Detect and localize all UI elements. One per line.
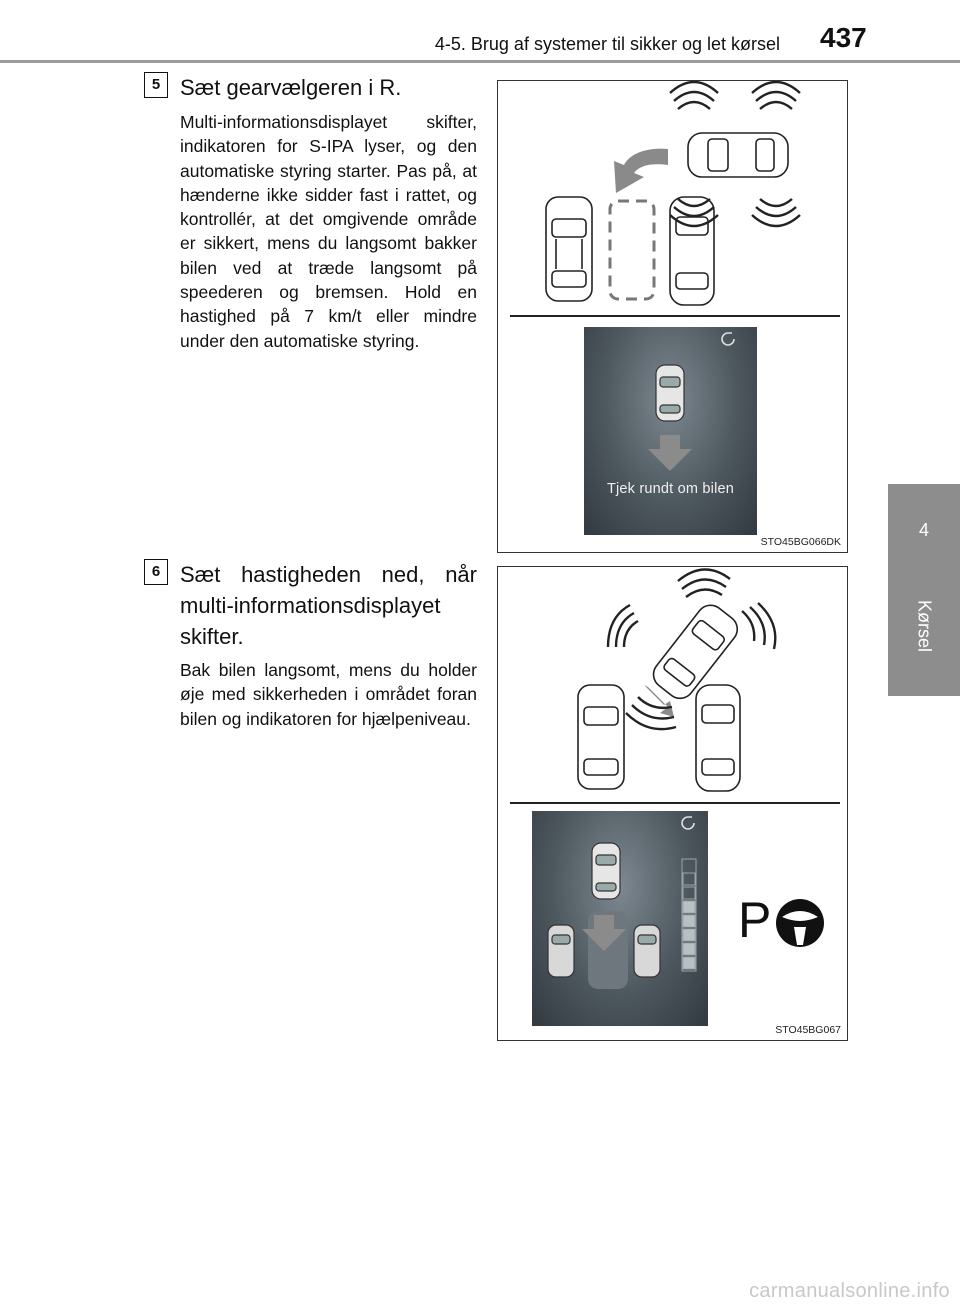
parked-car-icon [696, 685, 740, 791]
moving-car-icon [688, 133, 788, 177]
display-graphics [584, 327, 757, 535]
back-icon [682, 817, 694, 829]
multi-information-display [532, 811, 708, 1026]
step-number-5: 5 [144, 72, 168, 98]
target-space-outline [610, 201, 654, 299]
multi-information-display [584, 327, 757, 535]
figure-divider [510, 802, 840, 804]
reverse-arrow-icon [614, 149, 668, 193]
step-number-6: 6 [144, 559, 168, 585]
chapter-tab [888, 484, 960, 696]
down-arrow-icon [648, 435, 692, 471]
chapter-number: 4 [918, 520, 929, 540]
back-icon [722, 333, 734, 345]
step-5-body: Multi-informationsdisplayet skifter, indikatoren for S-IPA lyser, og den automatiske styring starter. Pas på, at hænderne ikke sidder fast i rattet, og kontrollér, at det omgivende område er sikkert, mens du langsomt bakker bilen ved at træde langsomt på speederen og bremsen. Hold en hastighed på 7 km/t eller mindre under den automatiske styring. [180, 112, 477, 351]
figure-parking-reverse [497, 80, 848, 553]
car-top-icon [592, 843, 620, 899]
figure-divider [510, 315, 840, 317]
step-5-title: Sæt gearvælgeren i R. [180, 75, 402, 100]
s-ipa-indicator-icon [738, 892, 828, 951]
watermark: carmanualsonline.info [749, 1280, 950, 1302]
figure-parking-slow-down [497, 566, 848, 1041]
step-6-body: Bak bilen langsomt, mens du holder øje med sikkerheden i området foran bilen og indikatoren for hjælpeniveau. [180, 660, 477, 729]
parked-car-icon [546, 197, 592, 301]
display-message: Tjek rundt om bilen [606, 481, 735, 497]
assist-level-indicator [682, 859, 696, 971]
chapter-title: Kørsel [914, 599, 935, 652]
figure-code: STO45BG066DK [760, 536, 841, 548]
parked-car-icon [578, 685, 624, 789]
steering-wheel-icon [738, 895, 828, 951]
figure-code: STO45BG067 [775, 1024, 841, 1036]
page-number: 437 [820, 22, 867, 53]
indicator-letter: P [738, 892, 772, 948]
car-top-icon [656, 365, 684, 421]
header-rule [0, 60, 960, 63]
section-header: 4-5. Brug af systemer til sikker og let kørsel [434, 34, 780, 54]
step-6-title: Sæt hastigheden ned, når multi-informationsdisplayet skifter. [180, 562, 477, 649]
display-graphics [532, 811, 708, 1026]
